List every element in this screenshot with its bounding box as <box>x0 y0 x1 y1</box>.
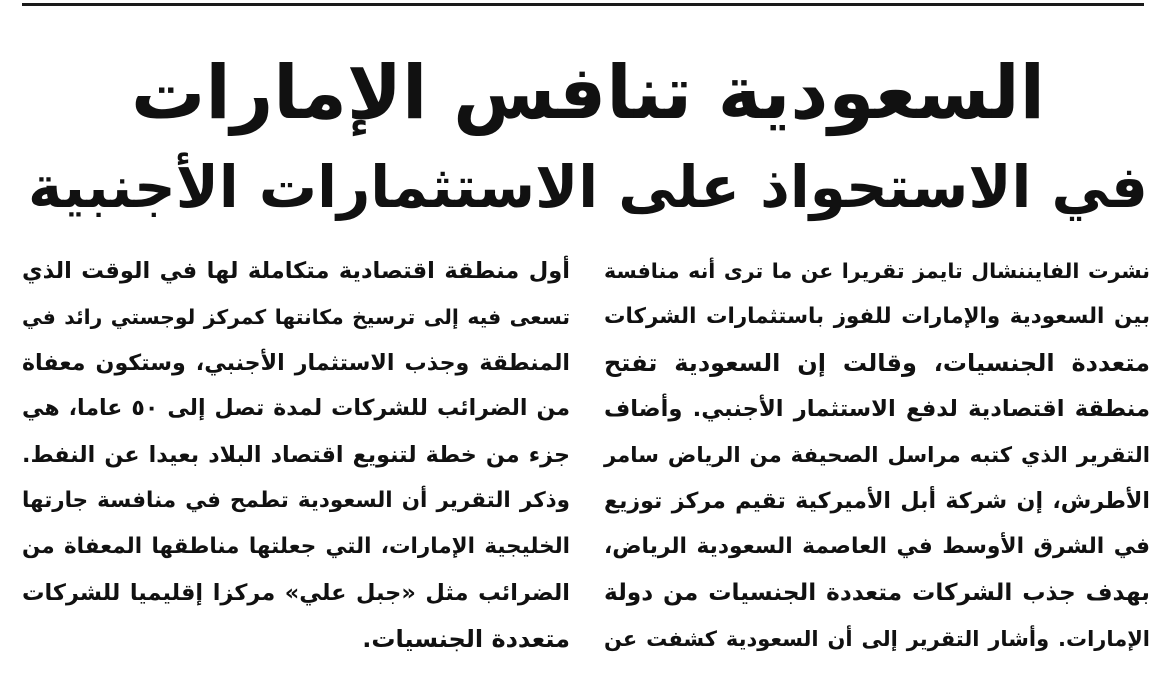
article-line: منطقة اقتصادية لدفع الاستثمار الأجنبي. وأضاف <box>604 396 1150 422</box>
article-line: المنطقة وجذب الاستثمار الأجنبي، وستكون معفاة <box>22 350 570 376</box>
article-line: في الشرق الأوسط في العاصمة السعودية الرياض، <box>604 534 1150 559</box>
headline <box>0 46 1176 234</box>
article-column-right <box>604 248 1150 662</box>
article-line: بين السعودية والإمارات للفوز باستثمارات الشركات <box>604 304 1150 329</box>
article-line: وذكر التقرير أن السعودية تطمح في منافسة جارتها <box>22 488 570 513</box>
article-line: تسعى فيه إلى ترسيخ مكانتها كمركز لوجستي رائد في <box>22 305 570 329</box>
article-line: من الضرائب للشركات لمدة تصل إلى ٥٠ عاما، هي <box>22 396 570 421</box>
article-line: الضرائب مثل «جبل علي» مركزا إقليميا للشركات <box>22 580 570 606</box>
article-line: الخليجية الإمارات، التي جعلتها مناطقها المعفاة من <box>22 534 570 559</box>
article-line: التقرير الذي كتبه مراسل الصحيفة من الرياض سامر <box>604 442 1150 467</box>
article-line: جزء من خطة لتنويع اقتصاد البلاد بعيدا عن النفط. <box>22 442 570 468</box>
article-line: الأطرش، إن شركة أبل الأميركية تقيم مركز توزيع <box>604 488 1150 514</box>
article-line: أول منطقة اقتصادية متكاملة لها في الوقت الذي <box>22 258 570 284</box>
article-line: بهدف جذب الشركات متعددة الجنسيات من دولة <box>604 579 1150 606</box>
top-rule <box>22 3 1144 6</box>
article-line: متعددة الجنسيات، وقالت إن السعودية تفتح <box>604 349 1150 377</box>
article-line: الإمارات. وأشار التقرير إلى أن السعودية كشفت عن <box>604 627 1150 651</box>
headline-line-2: في الاستحواذ على الاستثمارات الأجنبية <box>28 153 1148 221</box>
headline-line-1: السعودية تنافس الإمارات <box>130 50 1045 136</box>
article-line: نشرت الفايننشال تايمز تقريرا عن ما ترى أنه منافسة <box>604 259 1150 283</box>
article-column-left <box>22 248 570 662</box>
article-line: متعددة الجنسيات. <box>362 625 570 653</box>
